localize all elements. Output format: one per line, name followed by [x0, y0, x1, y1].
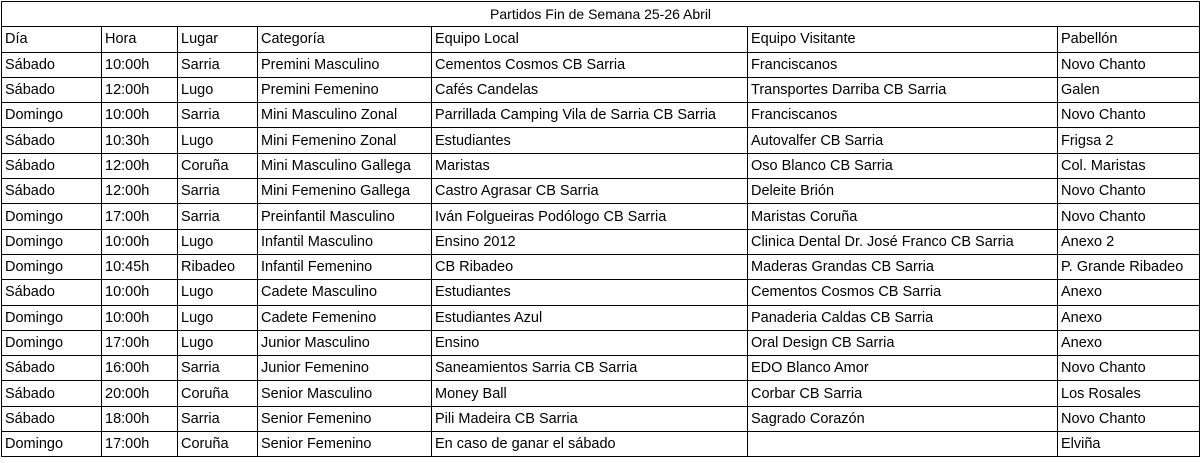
cell-hora: 10:30h	[102, 128, 178, 153]
cell-lugar: Coruña	[178, 381, 258, 406]
matches-table-body	[2, 2, 1200, 457]
cell-categoria: Premini Masculino	[258, 52, 432, 77]
cell-equipo-visitante: Franciscanos	[748, 103, 1058, 128]
cell-equipo-visitante: Transportes Darriba CB Sarria	[748, 77, 1058, 102]
cell-dia: Sábado	[2, 77, 102, 102]
table-row	[2, 52, 1200, 77]
table-row	[2, 381, 1200, 406]
cell-pabellon: Novo Chanto	[1058, 356, 1200, 381]
table-row	[2, 229, 1200, 254]
cell-dia: Sábado	[2, 280, 102, 305]
cell-pabellon: Frigsa 2	[1058, 128, 1200, 153]
header-equipo-visitante: Equipo Visitante	[748, 27, 1058, 52]
cell-lugar: Lugo	[178, 330, 258, 355]
cell-dia: Domingo	[2, 305, 102, 330]
cell-equipo-local: Ensino	[432, 330, 748, 355]
table-row	[2, 204, 1200, 229]
cell-categoria: Infantil Femenino	[258, 254, 432, 279]
cell-equipo-local: Pili Madeira CB Sarria	[432, 406, 748, 431]
cell-equipo-local: Ensino 2012	[432, 229, 748, 254]
cell-categoria: Mini Femenino Zonal	[258, 128, 432, 153]
cell-equipo-local: En caso de ganar el sábado	[432, 432, 748, 457]
cell-equipo-local: Estudiantes	[432, 128, 748, 153]
cell-lugar: Sarria	[178, 179, 258, 204]
cell-categoria: Cadete Masculino	[258, 280, 432, 305]
cell-hora: 12:00h	[102, 179, 178, 204]
cell-equipo-visitante	[748, 432, 1058, 457]
cell-lugar: Sarria	[178, 52, 258, 77]
cell-hora: 18:00h	[102, 406, 178, 431]
cell-dia: Domingo	[2, 204, 102, 229]
cell-lugar: Lugo	[178, 229, 258, 254]
cell-pabellon: Galen	[1058, 77, 1200, 102]
cell-lugar: Sarria	[178, 204, 258, 229]
cell-equipo-local: Money Ball	[432, 381, 748, 406]
cell-lugar: Lugo	[178, 305, 258, 330]
table-row	[2, 179, 1200, 204]
cell-equipo-visitante: Corbar CB Sarria	[748, 381, 1058, 406]
cell-hora: 10:00h	[102, 305, 178, 330]
cell-pabellon: P. Grande Ribadeo	[1058, 254, 1200, 279]
cell-hora: 12:00h	[102, 153, 178, 178]
cell-equipo-visitante: Oral Design CB Sarria	[748, 330, 1058, 355]
cell-hora: 17:00h	[102, 330, 178, 355]
cell-equipo-visitante: Autovalfer CB Sarria	[748, 128, 1058, 153]
table-row	[2, 254, 1200, 279]
table-row	[2, 432, 1200, 457]
cell-equipo-local: Cementos Cosmos CB Sarria	[432, 52, 748, 77]
cell-equipo-visitante: Oso Blanco CB Sarria	[748, 153, 1058, 178]
cell-hora: 17:00h	[102, 204, 178, 229]
table-title: Partidos Fin de Semana 25-26 Abril	[2, 2, 1200, 27]
table-row	[2, 356, 1200, 381]
cell-lugar: Ribadeo	[178, 254, 258, 279]
header-lugar: Lugar	[178, 27, 258, 52]
cell-dia: Domingo	[2, 432, 102, 457]
cell-lugar: Lugo	[178, 280, 258, 305]
cell-dia: Domingo	[2, 229, 102, 254]
cell-dia: Domingo	[2, 330, 102, 355]
cell-categoria: Infantil Masculino	[258, 229, 432, 254]
cell-lugar: Coruña	[178, 432, 258, 457]
header-equipo-local: Equipo Local	[432, 27, 748, 52]
cell-categoria: Junior Masculino	[258, 330, 432, 355]
cell-dia: Domingo	[2, 103, 102, 128]
cell-equipo-local: Estudiantes	[432, 280, 748, 305]
cell-equipo-local: Estudiantes Azul	[432, 305, 748, 330]
cell-pabellon: Los Rosales	[1058, 381, 1200, 406]
cell-hora: 10:00h	[102, 52, 178, 77]
cell-dia: Domingo	[2, 254, 102, 279]
cell-equipo-local: Cafés Candelas	[432, 77, 748, 102]
cell-hora: 10:45h	[102, 254, 178, 279]
cell-lugar: Sarria	[178, 356, 258, 381]
cell-pabellon: Anexo 2	[1058, 229, 1200, 254]
cell-categoria: Senior Masculino	[258, 381, 432, 406]
cell-pabellon: Novo Chanto	[1058, 406, 1200, 431]
cell-equipo-visitante: Clinica Dental Dr. José Franco CB Sarria	[748, 229, 1058, 254]
cell-dia: Sábado	[2, 128, 102, 153]
cell-hora: 10:00h	[102, 280, 178, 305]
cell-hora: 17:00h	[102, 432, 178, 457]
cell-categoria: Senior Femenino	[258, 406, 432, 431]
cell-categoria: Mini Femenino Gallega	[258, 179, 432, 204]
table-row	[2, 128, 1200, 153]
table-row	[2, 330, 1200, 355]
title-row	[2, 2, 1200, 27]
cell-pabellon: Novo Chanto	[1058, 179, 1200, 204]
cell-dia: Sábado	[2, 179, 102, 204]
cell-equipo-local: Saneamientos Sarria CB Sarria	[432, 356, 748, 381]
cell-pabellon: Elviña	[1058, 432, 1200, 457]
cell-equipo-visitante: Maristas Coruña	[748, 204, 1058, 229]
cell-hora: 16:00h	[102, 356, 178, 381]
cell-hora: 20:00h	[102, 381, 178, 406]
header-row	[2, 27, 1200, 52]
cell-dia: Sábado	[2, 381, 102, 406]
cell-lugar: Lugo	[178, 128, 258, 153]
cell-equipo-visitante: Panaderia Caldas CB Sarria	[748, 305, 1058, 330]
cell-dia: Sábado	[2, 52, 102, 77]
cell-pabellon: Novo Chanto	[1058, 103, 1200, 128]
cell-lugar: Sarria	[178, 103, 258, 128]
cell-equipo-visitante: EDO Blanco Amor	[748, 356, 1058, 381]
table-row	[2, 103, 1200, 128]
header-pabellon: Pabellón	[1058, 27, 1200, 52]
cell-pabellon: Anexo	[1058, 280, 1200, 305]
cell-equipo-local: Iván Folgueiras Podólogo CB Sarria	[432, 204, 748, 229]
cell-dia: Sábado	[2, 153, 102, 178]
cell-equipo-local: Parrillada Camping Vila de Sarria CB Sarria	[432, 103, 748, 128]
cell-hora: 10:00h	[102, 229, 178, 254]
cell-equipo-visitante: Franciscanos	[748, 52, 1058, 77]
cell-equipo-local: Maristas	[432, 153, 748, 178]
table-row	[2, 280, 1200, 305]
cell-categoria: Premini Femenino	[258, 77, 432, 102]
cell-categoria: Junior Femenino	[258, 356, 432, 381]
cell-dia: Sábado	[2, 406, 102, 431]
cell-equipo-visitante: Cementos Cosmos CB Sarria	[748, 280, 1058, 305]
cell-equipo-visitante: Sagrado Corazón	[748, 406, 1058, 431]
cell-equipo-visitante: Maderas Grandas CB Sarria	[748, 254, 1058, 279]
cell-pabellon: Anexo	[1058, 305, 1200, 330]
cell-hora: 10:00h	[102, 103, 178, 128]
header-categoria: Categoría	[258, 27, 432, 52]
cell-categoria: Senior Femenino	[258, 432, 432, 457]
cell-pabellon: Novo Chanto	[1058, 204, 1200, 229]
cell-categoria: Mini Masculino Gallega	[258, 153, 432, 178]
cell-pabellon: Novo Chanto	[1058, 52, 1200, 77]
cell-categoria: Mini Masculino Zonal	[258, 103, 432, 128]
table-row	[2, 406, 1200, 431]
cell-equipo-visitante: Deleite Brión	[748, 179, 1058, 204]
cell-dia: Sábado	[2, 356, 102, 381]
header-dia: Día	[2, 27, 102, 52]
table-row	[2, 77, 1200, 102]
matches-table	[1, 1, 1200, 457]
cell-equipo-local: Castro Agrasar CB Sarria	[432, 179, 748, 204]
cell-lugar: Coruña	[178, 153, 258, 178]
table-row	[2, 153, 1200, 178]
cell-categoria: Preinfantil Masculino	[258, 204, 432, 229]
cell-lugar: Sarria	[178, 406, 258, 431]
cell-pabellon: Col. Maristas	[1058, 153, 1200, 178]
header-hora: Hora	[102, 27, 178, 52]
cell-categoria: Cadete Femenino	[258, 305, 432, 330]
table-row	[2, 305, 1200, 330]
cell-equipo-local: CB Ribadeo	[432, 254, 748, 279]
cell-pabellon: Anexo	[1058, 330, 1200, 355]
cell-lugar: Lugo	[178, 77, 258, 102]
cell-hora: 12:00h	[102, 77, 178, 102]
